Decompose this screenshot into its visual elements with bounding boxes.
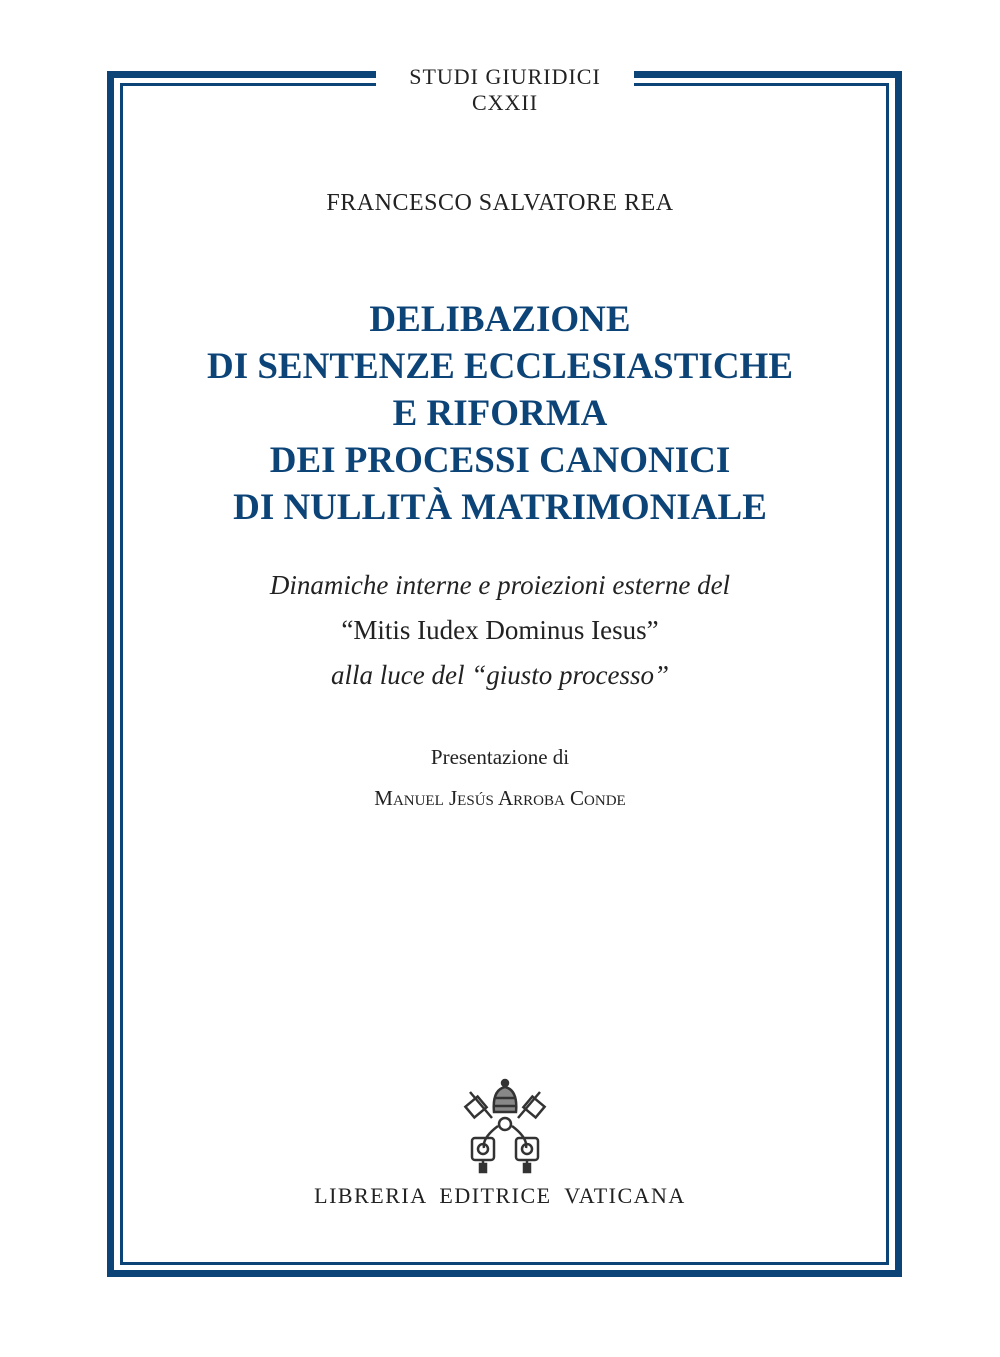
subtitle-line: “Mitis Iudex Dominus Iesus”	[341, 615, 659, 645]
title-line: DEI PROCESSI CANONICI	[269, 440, 731, 481]
title-line: DI SENTENZE ECCLESIASTICHE	[206, 346, 794, 387]
title-line: DELIBAZIONE	[369, 299, 631, 340]
presentation-label: Presentazione di	[430, 745, 570, 769]
presenter-name: Manuel Jesús Arroba Conde	[374, 786, 626, 810]
book-subtitle	[0, 563, 1000, 698]
subtitle-line: alla luce del “giusto processo”	[331, 660, 669, 690]
subtitle-line: Dinamiche interne e proiezioni esterne del	[269, 570, 731, 600]
series-name: STUDI GIURIDICI	[409, 64, 601, 89]
publisher-name: LIBRERIA EDITRICE VATICANA	[314, 1183, 686, 1208]
author-name: FRANCESCO SALVATORE REA	[326, 190, 674, 216]
series-number: CXXII	[471, 90, 539, 115]
series-label	[376, 64, 634, 116]
title-line: E RIFORMA	[392, 393, 608, 434]
title-line: DI NULLITÀ MATRIMONIALE	[233, 487, 767, 528]
book-title	[0, 296, 1000, 531]
papal-emblem-icon	[462, 1078, 548, 1174]
